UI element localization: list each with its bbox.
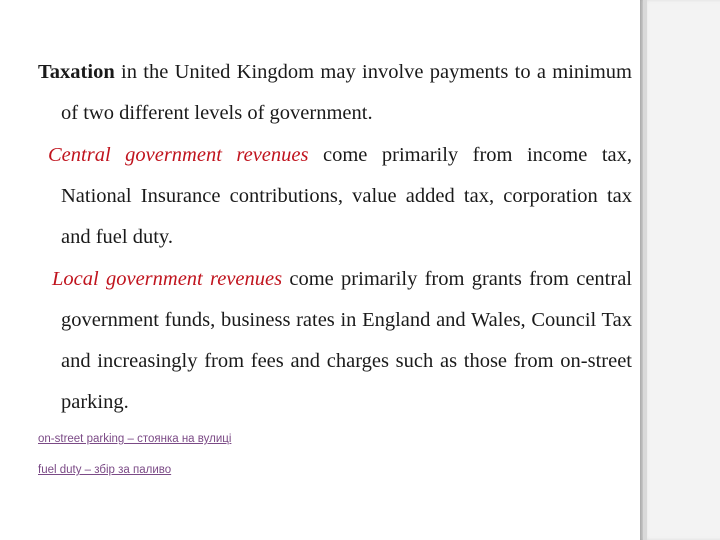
paragraph-local-government [38, 259, 632, 423]
term-central-government-revenues: Central government revenues [48, 144, 309, 166]
term-local-government-revenues: Local government revenues [52, 268, 283, 290]
glossary-link-on-street-parking[interactable]: on-street parking – стоянка на вулиці [38, 433, 232, 445]
paragraph-central-government-text: come primarily from income tax, National Insurance contributions, value added tax, corporation tax and fuel duty. [61, 144, 632, 248]
side-panel-edge [643, 0, 647, 540]
term-taxation: Taxation [38, 61, 115, 83]
paragraph-taxation [38, 52, 632, 134]
slide-body [38, 52, 632, 423]
glossary-link-fuel-duty[interactable]: fuel duty – збір за паливо [38, 464, 172, 476]
side-panel [640, 0, 720, 540]
paragraph-local-government-text: come primarily from grants from central government funds, business rates in England and Wales, Council Tax and increasingly from fees and charges such as those from on-street parking. [61, 268, 632, 413]
paragraph-taxation-text: in the United Kingdom may involve payments to a minimum of two different levels of government. [61, 61, 632, 124]
paragraph-central-government [38, 135, 632, 258]
